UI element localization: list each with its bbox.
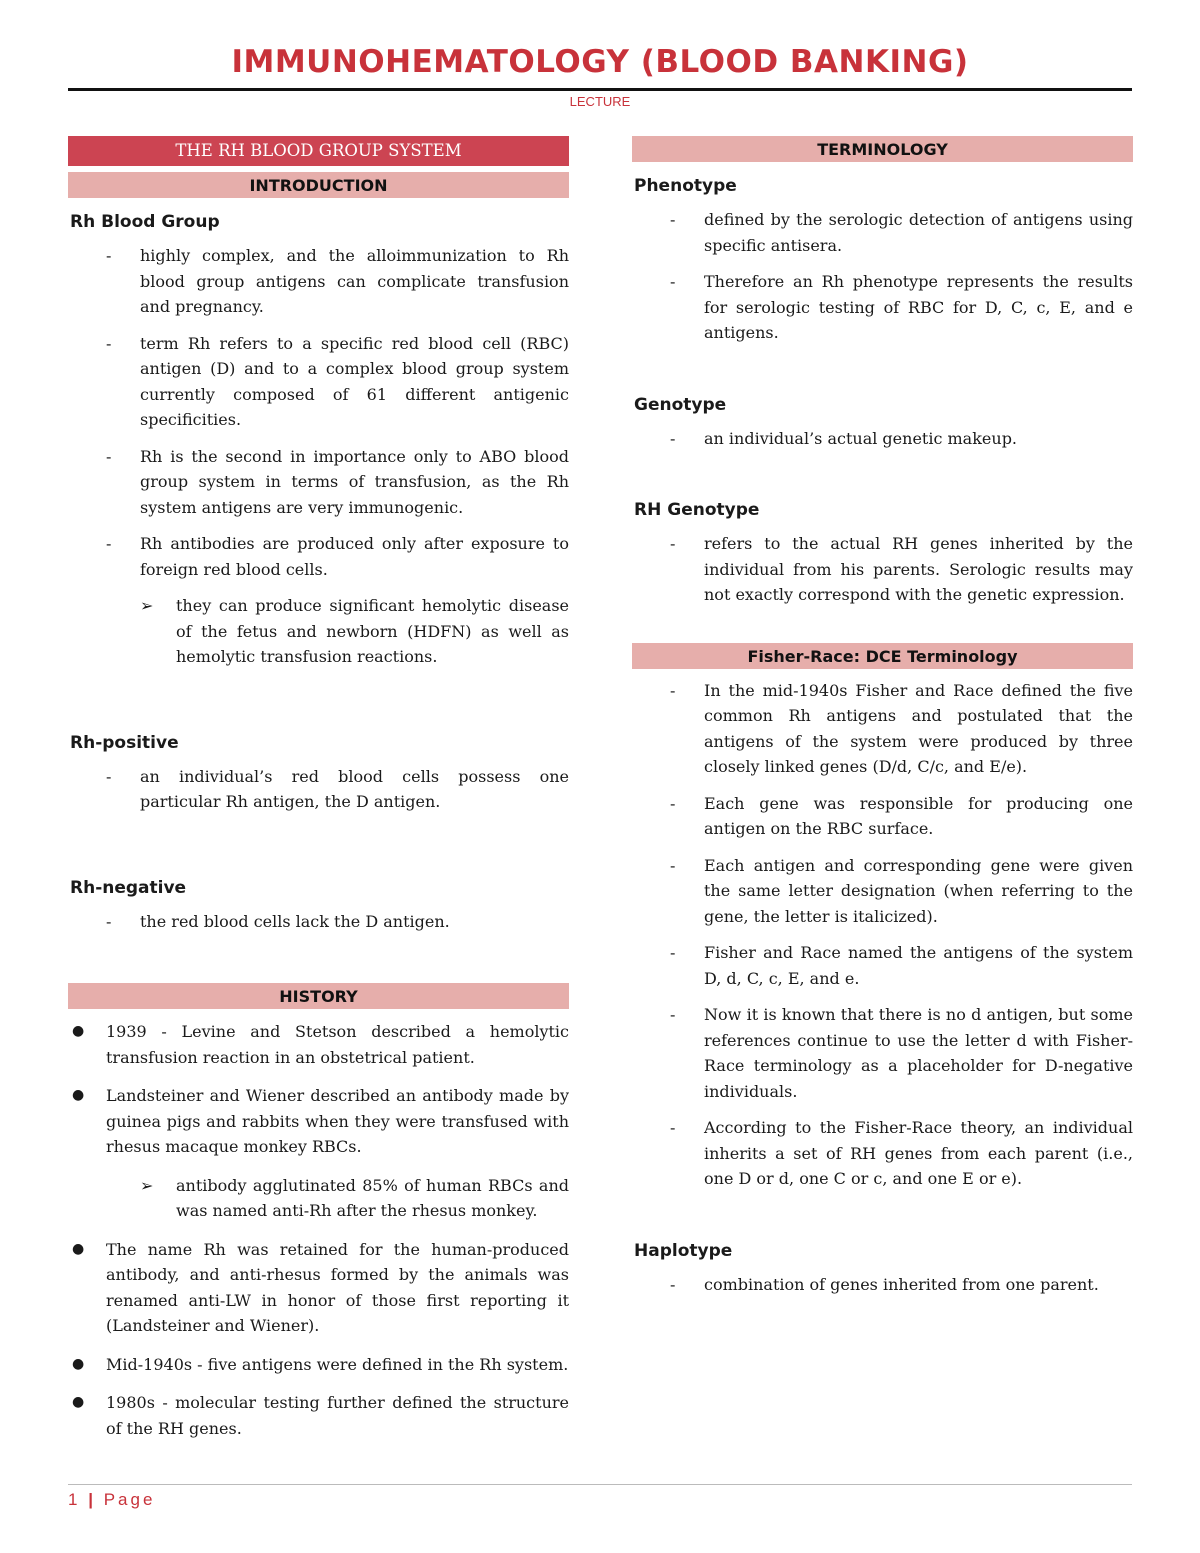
page-footer: [68, 1490, 155, 1510]
dash-marker: -: [670, 1274, 676, 1294]
rh-blood-group-list: [68, 243, 569, 670]
list-sub-item: ➢ antibody agglutinated 85% of human RBCs and was named anti-Rh after the rhesus monkey.: [68, 1173, 569, 1224]
dash-marker: -: [670, 428, 676, 448]
heading-fisher-race: Fisher-Race: DCE Terminology: [632, 643, 1133, 669]
list-item: ● 1939 - Levine and Stetson described a hemolytic transfusion reaction in an obstetrical patient.: [68, 1019, 569, 1070]
section-title-rh-blood-group-system: THE RH BLOOD GROUP SYSTEM: [68, 136, 569, 166]
dash-marker: -: [670, 534, 676, 553]
list-item: - Each antigen and corresponding gene were given the same letter designation (when referring to the gene, the letter is italicized).: [632, 853, 1133, 930]
list-item: ● Mid-1940s - five antigens were defined in the Rh system.: [68, 1352, 569, 1378]
list-item: - Fisher and Race named the antigens of the system D, d, C, c, E, and e.: [632, 940, 1133, 991]
bullet-icon: ●: [72, 1355, 85, 1372]
list-item: - an individual’s actual genetic makeup.: [632, 426, 1133, 452]
dash-marker: -: [106, 446, 112, 466]
list-item: - Rh antibodies are produced only after exposure to foreign red blood cells.: [68, 531, 569, 582]
list-item: - combination of genes inherited from one parent.: [632, 1272, 1133, 1298]
footer-divider: [68, 1484, 1132, 1485]
arrow-bullet-icon: ➢: [140, 1175, 154, 1195]
list-item: - highly complex, and the alloimmunization to Rh blood group antigens can complicate transfusion and pregnancy.: [68, 243, 569, 320]
fisher-race-list: [632, 678, 1133, 1192]
list-item: - Therefore an Rh phenotype represents the results for serologic testing of RBC for D, C, c, E, and e antigens.: [632, 269, 1133, 346]
title-divider: [68, 88, 1132, 91]
dash-marker: -: [106, 534, 112, 553]
phenotype-list: [632, 207, 1133, 346]
dash-marker: -: [106, 333, 112, 353]
list-item: - term Rh refers to a specific red blood cell (RBC) antigen (D) and to a complex blood group system currently composed of 61 different antigenic specificities.: [68, 331, 569, 433]
dash-marker: -: [106, 766, 112, 786]
dash-marker: -: [106, 246, 112, 265]
dash-marker: -: [670, 272, 676, 291]
rh-negative-list: [68, 909, 569, 935]
rh-positive-list: [68, 764, 569, 815]
genotype-list: [632, 426, 1133, 452]
term-rh-negative: Rh-negative: [70, 877, 187, 898]
term-rh-genotype: RH Genotype: [634, 500, 760, 520]
history-list: [68, 1019, 569, 1441]
bullet-icon: ●: [72, 1087, 85, 1103]
footer-separator: |: [88, 1490, 96, 1509]
list-item: - an individual’s red blood cells possess one particular Rh antigen, the D antigen.: [68, 764, 569, 815]
left-column: [68, 134, 569, 1454]
page-label: Page: [103, 1490, 156, 1509]
list-item: ● Landsteiner and Wiener described an antibody made by guinea pigs and rabbits when they were transfused with rhesus macaque monkey RBCs.: [68, 1083, 569, 1160]
bullet-icon: ●: [72, 1394, 85, 1410]
term-genotype: Genotype: [634, 394, 727, 415]
term-haplotype: Haplotype: [634, 1240, 733, 1261]
term-rh-blood-group: Rh Blood Group: [70, 212, 220, 232]
bullet-icon: ●: [72, 1023, 85, 1039]
list-item: - According to the Fisher-Race theory, an individual inherits a set of RH genes from each parent (i.e., one D or d, one C or c, and one E or e).: [632, 1115, 1133, 1192]
list-item: - Each gene was responsible for producing one antigen on the RBC surface.: [632, 791, 1133, 842]
list-item: - the red blood cells lack the D antigen.: [68, 909, 569, 935]
dash-marker: -: [670, 210, 676, 229]
dash-marker: -: [106, 911, 112, 931]
list-item: - defined by the serologic detection of antigens using specific antisera.: [632, 207, 1133, 258]
haplotype-list: [632, 1272, 1133, 1298]
list-item: - refers to the actual RH genes inherited by the individual from his parents. Serologic results may not exactly correspond with the genetic expression.: [632, 531, 1133, 608]
heading-introduction: INTRODUCTION: [68, 172, 569, 198]
rh-genotype-list: [632, 531, 1133, 608]
term-rh-positive: Rh-positive: [70, 732, 179, 753]
dash-marker: -: [670, 793, 676, 813]
dash-marker: -: [670, 1118, 676, 1137]
bullet-icon: ●: [72, 1240, 85, 1257]
list-item: ● 1980s - molecular testing further defined the structure of the RH genes.: [68, 1390, 569, 1441]
list-item: - Rh is the second in importance only to ABO blood group system in terms of transfusion, as the Rh system antigens are very immunogenic.: [68, 444, 569, 521]
dash-marker: -: [670, 855, 676, 875]
document-title: IMMUNOHEMATOLOGY (BLOOD BANKING): [231, 44, 969, 80]
dash-marker: -: [670, 680, 676, 700]
dash-marker: -: [670, 1005, 676, 1024]
heading-history: HISTORY: [68, 983, 569, 1009]
heading-terminology: TERMINOLOGY: [632, 136, 1133, 162]
right-column: [632, 134, 1133, 1308]
arrow-bullet-icon: ➢: [140, 596, 154, 615]
list-item: - In the mid-1940s Fisher and Race defined the five common Rh antigens and postulated that the antigens of the system were produced by three closely linked genes (D/d, C/c, and E/e).: [632, 678, 1133, 780]
list-item: - Now it is known that there is no d antigen, but some references continue to use the letter d with Fisher-Race terminology as a placeholder for D-negative individuals.: [632, 1002, 1133, 1104]
list-sub-item: ➢ they can produce significant hemolytic disease of the fetus and newborn (HDFN) as well as hemolytic transfusion reactions.: [68, 593, 569, 670]
document-subtitle: LECTURE: [569, 94, 631, 109]
list-item: ● The name Rh was retained for the human-produced antibody, and anti-rhesus formed by the animals was renamed anti-LW in honor of those first reporting it (Landsteiner and Wiener).: [68, 1237, 569, 1339]
term-phenotype: Phenotype: [634, 176, 737, 196]
page-number: 1: [68, 1490, 81, 1509]
dash-marker: -: [670, 943, 676, 962]
